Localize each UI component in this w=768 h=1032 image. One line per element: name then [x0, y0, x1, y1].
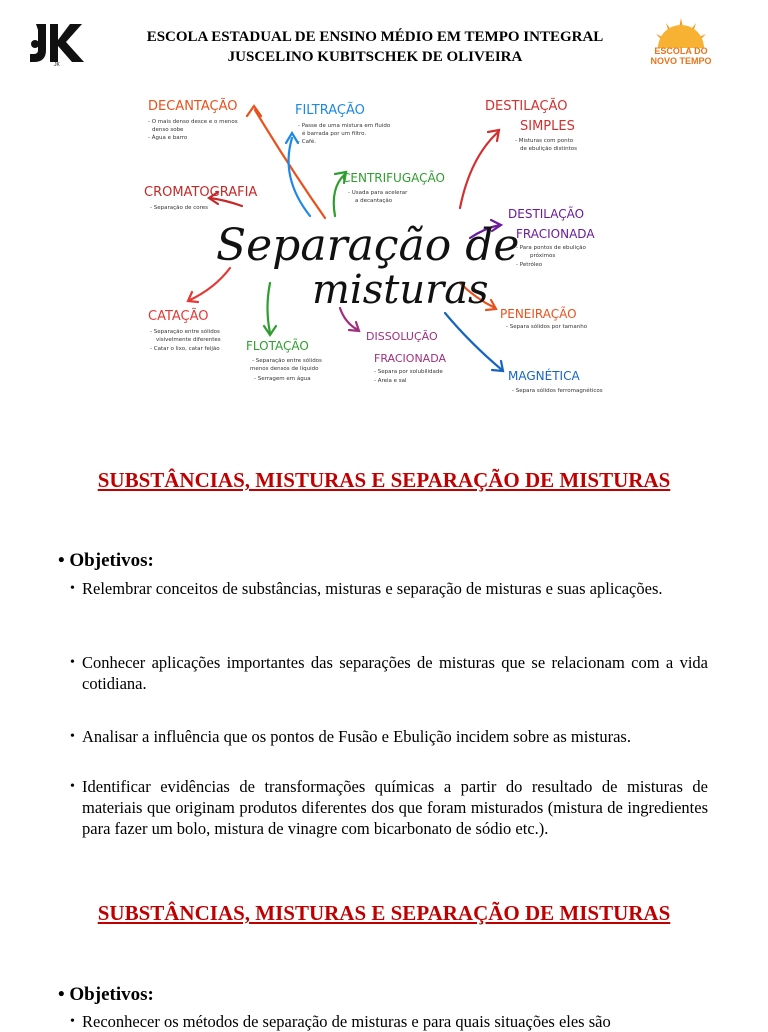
node-flotacao-note: - Separação entre sólidos [252, 358, 322, 364]
arrow-decantacao-head [247, 106, 261, 116]
school-name [110, 27, 640, 67]
objective-text: Conhecer aplicações importantes das separações de misturas que se relacionam com a vida cotidiana. [82, 653, 708, 693]
node-dissolucao-title: DISSOLUÇÃO [366, 330, 438, 343]
node-filtracao-title: FILTRAÇÃO [295, 103, 365, 118]
node-peneiracao-title: PENEIRAÇÃO [500, 307, 577, 321]
objective-text: Analisar a influência que os pontos de Fusão e Ebulição incidem sobre as misturas. [82, 727, 631, 746]
arrow-catacao [190, 268, 230, 300]
node-centrifugacao-title: CENTRIFUGAÇÃO [342, 171, 445, 185]
node-dissolucao-note: - Separa por solubilidade [374, 369, 443, 375]
node-filtracao-note: - Café. [298, 139, 317, 145]
node-destilacao-simples-title: SIMPLES [520, 119, 575, 134]
node-catacao-note: visivelmente diferentes [156, 337, 221, 343]
arrow-destilacao-simples [460, 132, 498, 208]
escola-novo-tempo-logo [644, 14, 718, 72]
objectives-label: Objetivos: [69, 984, 154, 1005]
node-centrifugacao-note: a decantação [355, 198, 393, 204]
node-destilacao-fracionada-note: - Para pontos de ebulição [516, 245, 586, 251]
node-decantacao-note: - Água e barro [148, 135, 188, 141]
node-destilacao-fracionada-title: FRACIONADA [516, 227, 595, 241]
objective-item [70, 652, 708, 694]
node-destilacao-fracionada-note: próximos [530, 253, 556, 259]
node-magnetica-note: - Separa sólidos ferromagnéticos [512, 388, 603, 394]
mindmap-separacao-de-misturas [130, 88, 630, 408]
objective-text: Reconhecer os métodos de separação de misturas e para quais situações eles são [82, 1012, 611, 1031]
arrow-magnetica [445, 313, 502, 370]
node-flotacao-note: menos densos de líquido [250, 366, 319, 372]
objective-item [70, 578, 708, 599]
bullet-icon: • [70, 655, 75, 670]
arrow-flotacao [268, 283, 271, 333]
node-decantacao-note: denso sobe [152, 127, 184, 133]
objective-text: Relembrar conceitos de substâncias, misturas e separação de misturas e suas aplicações. [82, 579, 663, 598]
node-catacao-title: CATAÇÃO [148, 309, 209, 324]
node-decantacao-note: - O mais denso desce e o menos [148, 119, 238, 125]
node-catacao-note: - Catar o lixo, catar feijão [150, 346, 220, 352]
section-title: SUBSTÂNCIAS, MISTURAS E SEPARAÇÃO DE MISTURAS [97, 468, 671, 492]
node-dissolucao-title: FRACIONADA [374, 352, 446, 365]
mindmap-center-title-line-1: Separação de [216, 220, 520, 271]
node-decantacao-title: DECANTAÇÃO [148, 99, 238, 114]
objective-item [70, 1011, 708, 1032]
bullet-icon: • [70, 1014, 75, 1029]
node-destilacao-simples-note: de ebulição distintos [520, 146, 577, 152]
node-destilacao-fracionada-title: DESTILAÇÃO [508, 207, 585, 221]
node-dissolucao-note: - Areia e sal [374, 378, 407, 384]
node-cromatografia-title: CROMATOGRAFIA [144, 185, 258, 200]
node-catacao-note: - Separação entre sólidos [150, 329, 220, 335]
objectives-heading: • Objetivos: [58, 550, 154, 571]
school-name-line-2: JUSCELINO KUBITSCHEK DE OLIVEIRA [227, 49, 523, 65]
section-title: SUBSTÂNCIAS, MISTURAS E SEPARAÇÃO DE MISTURAS [97, 901, 671, 925]
bullet-icon: • [70, 581, 75, 596]
logo-jk-text: JK [54, 62, 60, 66]
objective-item [70, 726, 708, 747]
node-destilacao-simples-title: DESTILAÇÃO [485, 99, 568, 114]
node-peneiracao-note: - Separa sólidos por tamanho [506, 324, 588, 330]
node-filtracao-note: - Passe de uma mistura em fluido [298, 123, 391, 129]
node-flotacao-note: - Serragem em água [254, 376, 311, 382]
node-destilacao-simples-note: - Misturas com ponto [515, 138, 574, 144]
objectives-heading: • Objetivos: [58, 984, 154, 1005]
logo-nt-line-1: ESCOLA DO [654, 46, 708, 56]
node-centrifugacao-note: - Usada para acelerar [348, 190, 408, 196]
node-cromatografia-note: - Separação de cores [150, 205, 209, 211]
node-magnetica-title: MAGNÉTICA [508, 369, 580, 383]
node-filtracao-note: é barrada por um filtro. [302, 131, 367, 137]
node-destilacao-fracionada-note: - Petróleo [516, 262, 543, 268]
bullet-icon: • [70, 729, 75, 744]
bullet-icon: • [70, 779, 75, 794]
page-header [0, 0, 768, 80]
mindmap-center-title-line-2: misturas [312, 267, 489, 313]
objectives-label: Objetivos: [69, 550, 154, 571]
logo-nt-line-2: NOVO TEMPO [650, 56, 712, 66]
arrow-filtracao [289, 138, 310, 216]
school-logo-jk [26, 20, 88, 66]
objective-item [70, 776, 708, 839]
school-name-line-1: ESCOLA ESTADUAL DE ENSINO MÉDIO EM TEMPO INTEGRAL [146, 29, 604, 45]
node-flotacao-title: FLOTAÇÃO [246, 339, 309, 353]
objective-text: Identificar evidências de transformações químicas a partir do resultado de misturas de materiais que originam produtos diferentes dos que foram misturados (mistura de ingredientes para fazer um bolo, mistura de vinagre com bicarbonato de sódio etc.). [82, 777, 708, 838]
